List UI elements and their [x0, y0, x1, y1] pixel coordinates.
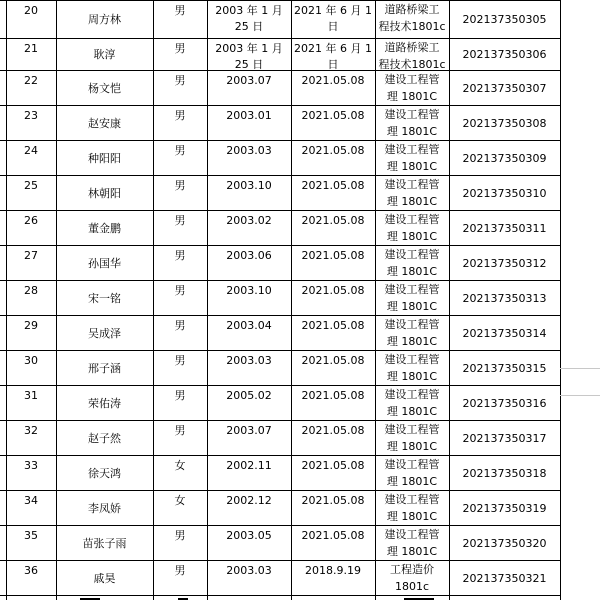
row-number: 31: [24, 389, 38, 402]
grid-hline: [0, 280, 560, 281]
grid-hline: [0, 595, 560, 596]
student-id: 202137350308: [462, 117, 547, 130]
birth-date: 25 日: [234, 58, 264, 71]
birth-date: 2003.03: [226, 564, 272, 577]
student-name: 宋一铭: [88, 292, 121, 305]
enroll-date: 2021.05.08: [301, 144, 365, 157]
student-sex: 男: [174, 319, 186, 332]
grid-hline: [0, 175, 560, 176]
grid-hline: [0, 210, 560, 211]
enroll-date: 2021.05.08: [301, 109, 365, 122]
student-id: 202137350305: [462, 13, 547, 26]
grid-hline: [0, 140, 560, 141]
student-name: 荣佑涛: [88, 397, 121, 410]
major-class: 建设工程管: [384, 423, 440, 436]
student-sex: 男: [174, 564, 186, 577]
major-class: 工程造价: [390, 563, 434, 576]
row-number: 26: [24, 214, 38, 227]
major-class: 程技术1801c: [378, 58, 446, 71]
enroll-date: 2021.05.08: [301, 284, 365, 297]
enroll-date: 2021.05.08: [301, 319, 365, 332]
student-name: 耿淳: [93, 48, 116, 61]
major-class: 道路桥梁工: [384, 3, 440, 16]
major-class: 建设工程管: [384, 283, 440, 296]
major-class: 理 1801C: [386, 545, 438, 558]
student-name: 林朝阳: [88, 187, 121, 200]
student-sex: 男: [174, 214, 186, 227]
enroll-date: 2021.05.08: [301, 74, 365, 87]
major-class: 建设工程管: [384, 493, 440, 506]
grid-hline: [0, 490, 560, 491]
student-id: 202137350315: [462, 362, 547, 375]
grid-hline: [0, 245, 560, 246]
major-class: 道路桥梁工: [384, 41, 440, 54]
enroll-date: 2021.05.08: [301, 214, 365, 227]
student-id: 202137350319: [462, 502, 547, 515]
row-number: 28: [24, 284, 38, 297]
enroll-date: 2021.05.08: [301, 179, 365, 192]
major-class: 理 1801C: [386, 510, 438, 523]
major-class: 建设工程管: [384, 143, 440, 156]
page-edge-mark: [560, 368, 600, 369]
enroll-date: 2021 年 6 月 1: [294, 4, 372, 17]
birth-date: 2003.07: [226, 74, 272, 87]
birth-date: 2003.10: [226, 284, 272, 297]
major-class: 建设工程管: [384, 178, 440, 191]
student-name: 吴成泽: [88, 327, 121, 340]
student-sex: 男: [174, 529, 186, 542]
student-name: 周方林: [88, 13, 121, 26]
birth-date: 2003 年 1 月: [215, 4, 283, 17]
grid-vline: [291, 0, 292, 600]
student-id: 202137350310: [462, 187, 547, 200]
row-number: 21: [24, 42, 38, 55]
student-id: 202137350307: [462, 82, 547, 95]
row-number: 27: [24, 249, 38, 262]
major-class: 建设工程管: [384, 353, 440, 366]
birth-date: 2003.06: [226, 249, 272, 262]
major-class: 建设工程管: [384, 73, 440, 86]
student-id: 202137350318: [462, 467, 547, 480]
grid-hline: [0, 525, 560, 526]
grid-vline: [560, 0, 561, 600]
major-class: 理 1801C: [386, 125, 438, 138]
major-class: 程技术1801c: [378, 20, 446, 33]
birth-date: 2003.03: [226, 144, 272, 157]
birth-date: 25 日: [234, 20, 264, 33]
student-name: 种阳阳: [88, 152, 121, 165]
student-sex: 男: [174, 389, 186, 402]
row-number: 35: [24, 529, 38, 542]
student-sex: 女: [174, 494, 186, 507]
enroll-date: 2021 年 6 月 1: [294, 42, 372, 55]
student-name: 苗张子雨: [82, 537, 127, 550]
grid-hline: [0, 105, 560, 106]
row-number: 34: [24, 494, 38, 507]
row-number: 30: [24, 354, 38, 367]
major-class: 建设工程管: [384, 248, 440, 261]
grid-hline: [0, 385, 560, 386]
student-name: 李凤娇: [88, 502, 121, 515]
student-sex: 男: [174, 354, 186, 367]
enroll-date: 2021.05.08: [301, 354, 365, 367]
grid-hline: [0, 315, 560, 316]
row-number: 33: [24, 459, 38, 472]
major-class: 理 1801C: [386, 195, 438, 208]
row-number: 25: [24, 179, 38, 192]
enroll-date: 2021.05.08: [301, 389, 365, 402]
enroll-date: 日: [327, 20, 339, 33]
student-id: 202137350312: [462, 257, 547, 270]
row-number: 22: [24, 74, 38, 87]
major-class: 理 1801C: [386, 405, 438, 418]
major-class: 建设工程管: [384, 528, 440, 541]
major-class: 理 1801C: [386, 335, 438, 348]
page-edge-mark: [560, 395, 600, 396]
student-id: 202137350316: [462, 397, 547, 410]
major-class: 建设工程管: [384, 458, 440, 471]
enroll-date: 2021.05.08: [301, 424, 365, 437]
student-name: 杨文恺: [88, 82, 121, 95]
grid-hline: [0, 560, 560, 561]
birth-date: 2003.05: [226, 529, 272, 542]
enroll-date: 日: [327, 58, 339, 71]
major-class: 理 1801C: [386, 300, 438, 313]
student-name: 董金鹏: [88, 222, 121, 235]
student-id: 202137350309: [462, 152, 547, 165]
student-id: 202137350314: [462, 327, 547, 340]
row-number: 29: [24, 319, 38, 332]
student-id: 202137350317: [462, 432, 547, 445]
student-id: 202137350321: [462, 572, 547, 585]
birth-date: 2003.07: [226, 424, 272, 437]
student-name: 戚昊: [93, 572, 116, 585]
birth-date: 2003 年 1 月: [215, 42, 283, 55]
student-sex: 男: [174, 144, 186, 157]
birth-date: 2003.02: [226, 214, 272, 227]
student-id: 202137350313: [462, 292, 547, 305]
major-class: 建设工程管: [384, 388, 440, 401]
student-sex: 男: [174, 284, 186, 297]
student-sex: 男: [174, 42, 186, 55]
row-number: 20: [24, 4, 38, 17]
grid-hline: [0, 38, 560, 39]
grid-hline: [0, 420, 560, 421]
student-id: 202137350320: [462, 537, 547, 550]
major-class: 建设工程管: [384, 318, 440, 331]
student-name: 邢子涵: [88, 362, 121, 375]
enroll-date: 2021.05.08: [301, 494, 365, 507]
major-class: 理 1801C: [386, 440, 438, 453]
student-name: 徐天鸿: [88, 467, 121, 480]
student-id: 202137350311: [462, 222, 547, 235]
grid-hline: [0, 0, 560, 1]
birth-date: 2003.04: [226, 319, 272, 332]
student-id: 202137350306: [462, 48, 547, 61]
student-sex: 男: [174, 74, 186, 87]
student-sex: 男: [174, 424, 186, 437]
student-name: 赵安康: [88, 117, 121, 130]
major-class: 理 1801C: [386, 370, 438, 383]
major-class: 建设工程管: [384, 108, 440, 121]
student-name: 赵子然: [88, 432, 121, 445]
enroll-date: 2018.9.19: [305, 564, 361, 577]
student-sex: 男: [174, 179, 186, 192]
student-sex: 男: [174, 249, 186, 262]
student-sex: 男: [174, 4, 186, 17]
student-name: 孙国华: [88, 257, 121, 270]
grid-hline: [0, 455, 560, 456]
birth-date: 2003.03: [226, 354, 272, 367]
enroll-date: 2021.05.08: [301, 529, 365, 542]
enroll-date: 2021.05.08: [301, 459, 365, 472]
major-class: 理 1801C: [386, 160, 438, 173]
birth-date: 2002.12: [226, 494, 272, 507]
birth-date: 2005.02: [226, 389, 272, 402]
grid-hline: [0, 350, 560, 351]
major-class: 建设工程管: [384, 213, 440, 226]
major-class: 理 1801C: [386, 230, 438, 243]
row-number: 32: [24, 424, 38, 437]
birth-date: 2003.10: [226, 179, 272, 192]
birth-date: 2002.11: [226, 459, 272, 472]
grid-vline: [153, 0, 154, 600]
grid-vline: [6, 0, 7, 600]
student-sex: 男: [174, 109, 186, 122]
major-class: 理 1801C: [386, 90, 438, 103]
major-class: 1801c: [394, 580, 430, 593]
major-class: 理 1801C: [386, 475, 438, 488]
birth-date: 2003.01: [226, 109, 272, 122]
enroll-date: 2021.05.08: [301, 249, 365, 262]
major-class: 理 1801C: [386, 265, 438, 278]
grid-vline: [207, 0, 208, 600]
row-number: 36: [24, 564, 38, 577]
student-sex: 女: [174, 459, 186, 472]
row-number: 24: [24, 144, 38, 157]
row-number: 23: [24, 109, 38, 122]
